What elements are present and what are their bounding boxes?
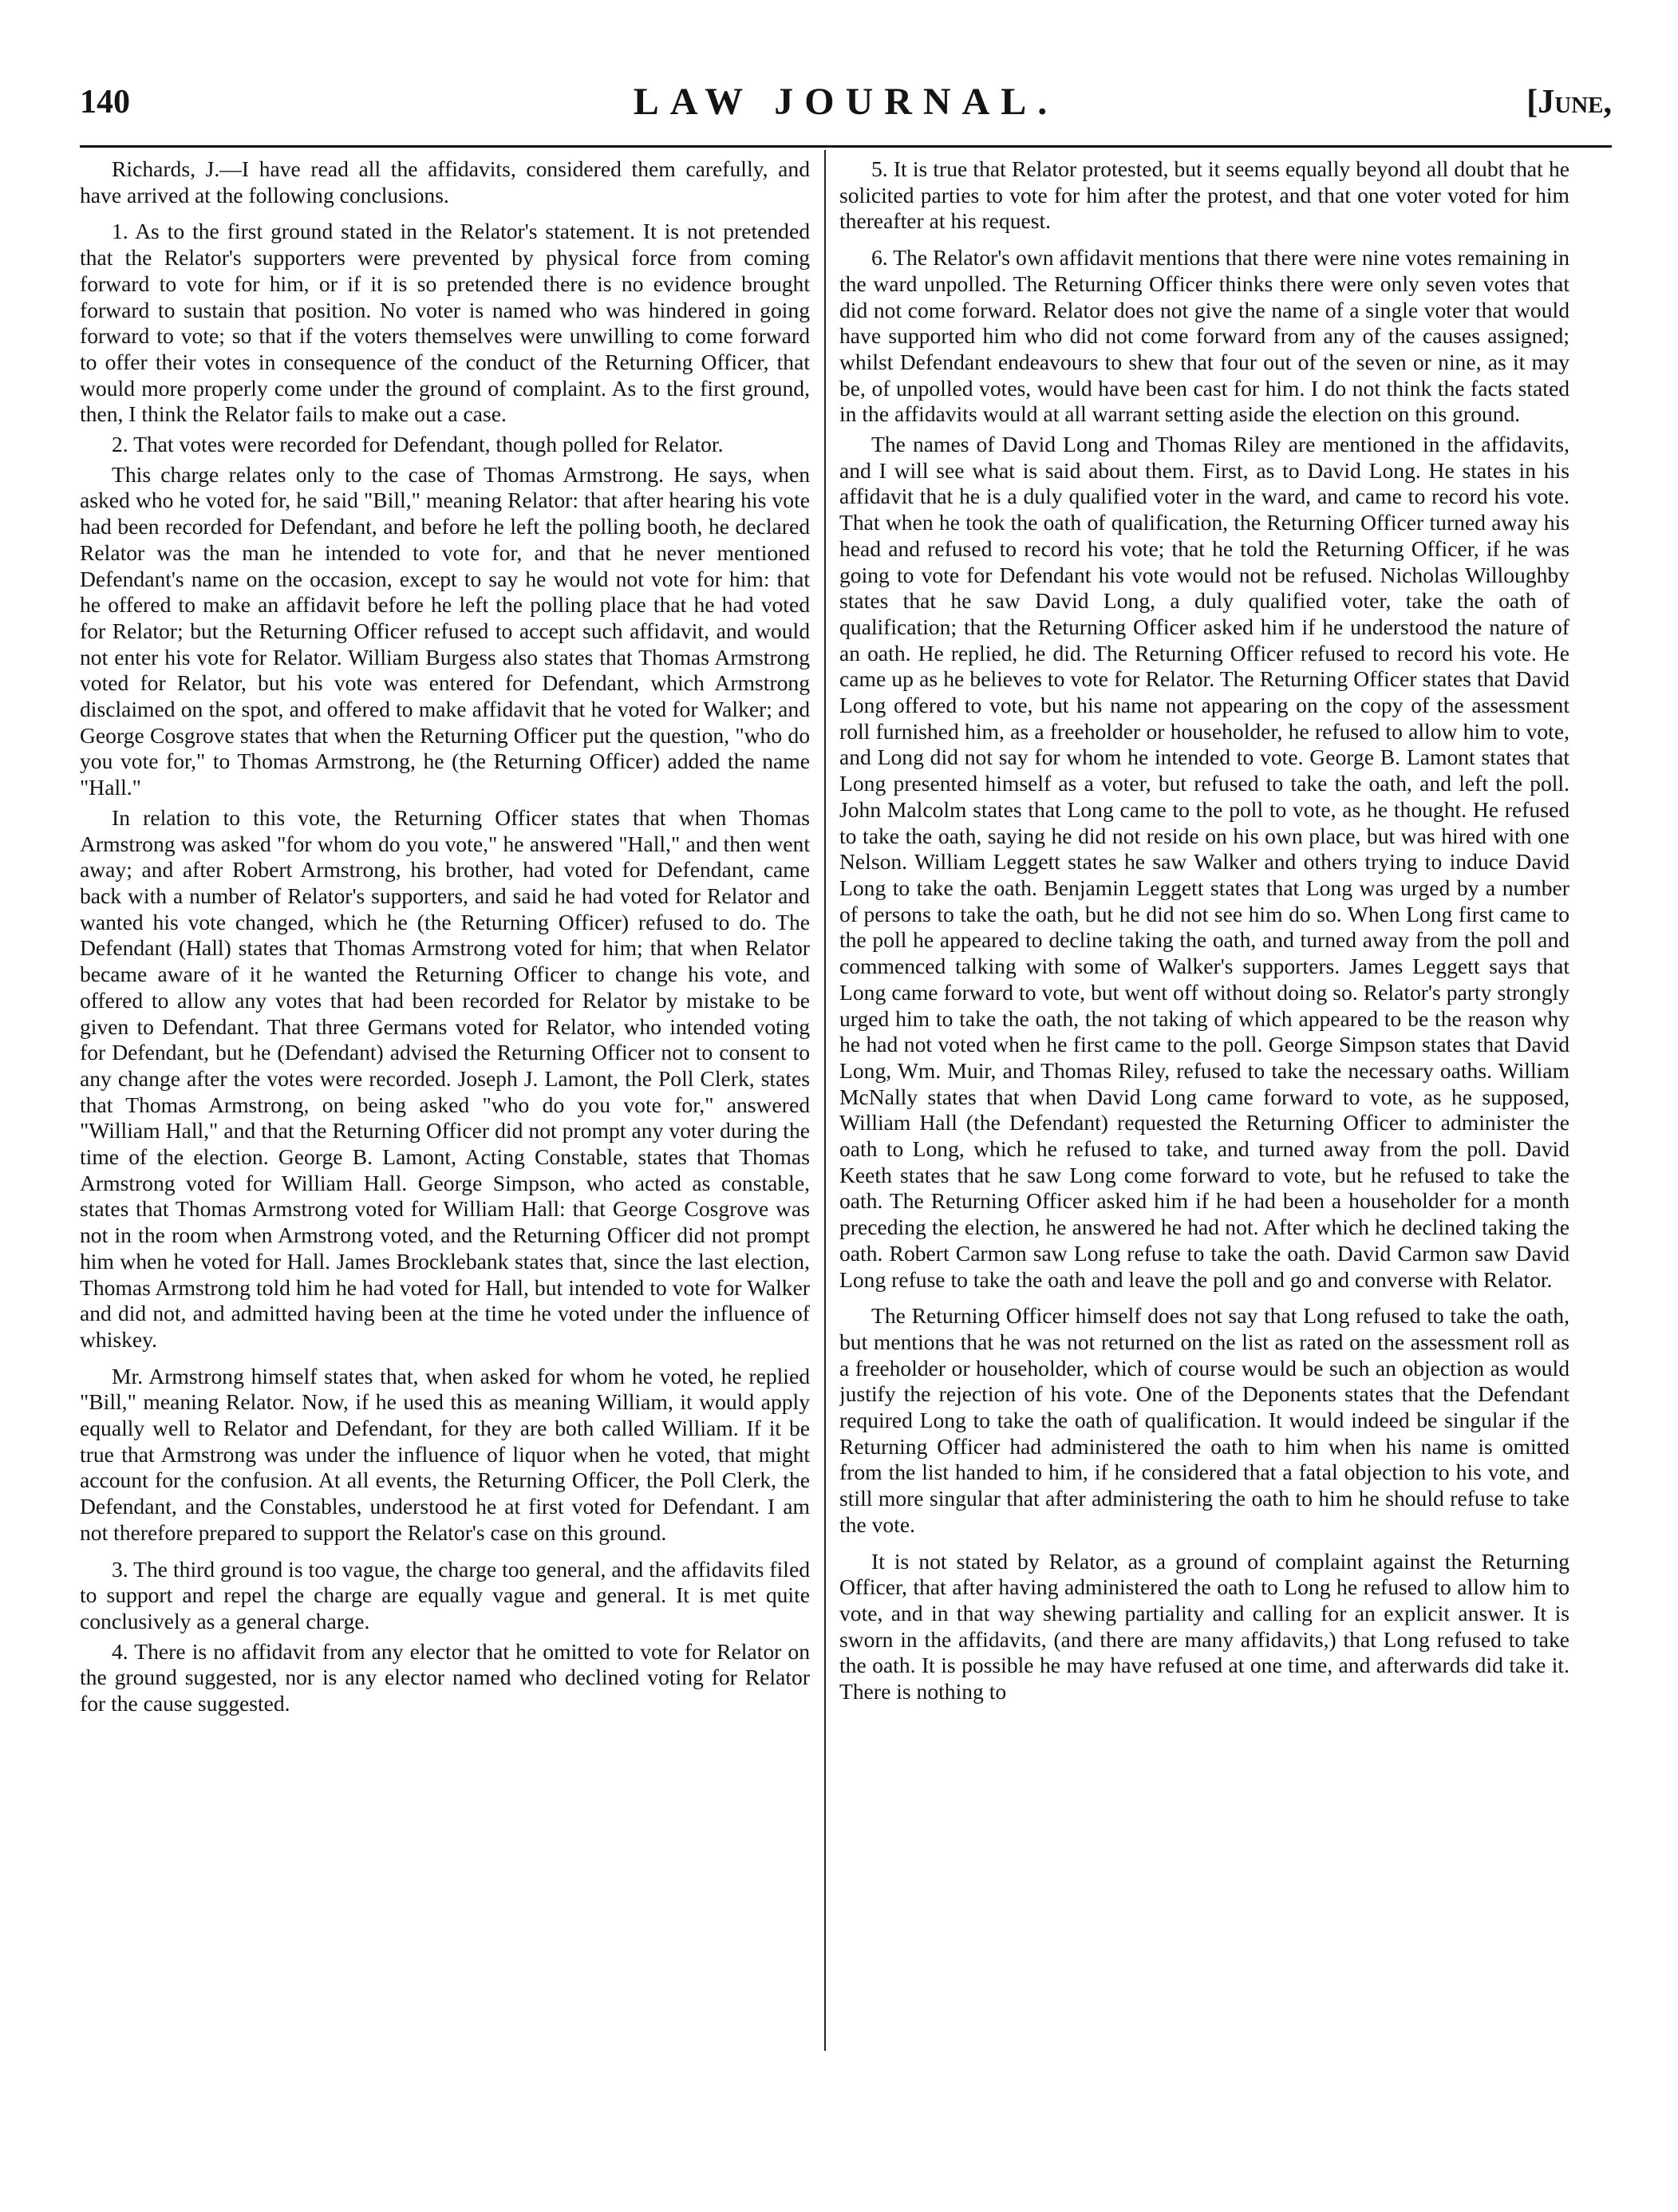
paragraph: The Returning Officer himself does not say that Long refused to take the oath, but mentions that he was not returned on the list as rated on the assessment roll as a freeholder or householder, which of course would be such an objection as would justify the rejection of his vote. One of the Deponents states that the Defendant required Long to take the oath of qualification. It would indeed be singular if the Returning Officer had administered the oath to him when his name is omitted from the list handed to him, if he considered that a fatal objection to his vote, and still more singular that after administering the oath to him he should refuse to take the vote. — [839, 1303, 1569, 1537]
page-header — [80, 80, 1612, 136]
right-column — [839, 156, 1569, 2056]
paragraph: This charge relates only to the case of Thomas Armstrong. He says, when asked who he voted for, he said "Bill," meaning Relator: that after hearing his vote had been recorded for Defendant, and before he left the polling booth, he declared Relator was the man he intended to vote for, and that he never mentioned Defendant's name on the occasion, except to say he would not vote for him: that he offered to make an affidavit before he left the polling place that he had voted for Relator; but the Returning Officer refused to accept such affidavit, and would not enter his vote for Relator. William Burgess also states that Thomas Armstrong voted for Relator, but his vote was entered for Defendant, which Armstrong disclaimed on the spot, and offered to make affidavit that he voted for Walker; and George Cosgrove states that when the Returning Officer put the question, "who do you vote for," to Thomas Armstrong, he (the Returning Officer) added the name "Hall." — [80, 461, 810, 800]
header-date: [June, — [1526, 84, 1612, 120]
paragraph: 3. The third ground is too vague, the charge too general, and the affidavits filed to support and repel the charge are equally vague and general. It is met quite conclusively as a general charge. — [80, 1556, 810, 1633]
paragraph: The names of David Long and Thomas Riley are mentioned in the affidavits, and I will see what is said about them. First, as to David Long. He states in his affidavit that he is a duly qualified voter in the ward, and came to record his vote. That when he took the oath of qualification, the Returning Officer turned away his head and refused to record his vote; that he told the Returning Officer, if he was going to vote for Defendant his vote would not be refused. Nicholas Willoughby states that he saw David Long, a duly qualified voter, take the oath of qualification; that the Returning Officer asked him if he understood the nature of an oath. He replied, he did. The Returning Officer refused to record his vote. He came up as he believes to vote for Relator. The Returning Officer states that David Long offered to vote, but his name not appearing on the copy of the assessment roll furnished him, as a freeholder or householder, he refused to allow him to vote, and Long did not say for whom he intended to vote. George B. Lamont states that Long presented himself as a voter, but refused to take the oath, and left the poll. John Malcolm states that Long came to the poll to vote, as he thought. He refused to take the oath, saying he did not reside on his own place, but was hired with one Nelson. William Leggett states he saw Walker and others trying to induce David Long to take the oath. Benjamin Leggett states that Long was urged by a number of persons to take the oath, but he did not see him do so. When Long first came to the poll he appeared to decline taking the oath, and turned away from the poll and commenced talking with some of Walker's supporters. James Leggett says that Long came forward to vote, but went off without doing so. Relator's party strongly urged him to take the oath, the not taking of which appeared to be the reason why he had not voted when he first came to the poll. George Simpson states that David Long, Wm. Muir, and Thomas Riley, refused to take the necessary oaths. William McNally states that when David Long came forward to vote, as he supposed, William Hall (the Defendant) requested the Returning Officer to administer the oath to Long, which he refused to take, and turned away from the poll. David Keeth states that he saw Long come forward to vote, but he refused to take the oath. The Returning Officer asked him if he had been a householder for a month preceding the election, he answered he had not. After which he declined taking the oath. Robert Carmon saw Long refuse to take the oath. David Carmon saw David Long refuse to take the oath and leave the poll and go and converse with Relator. — [839, 432, 1569, 1292]
paragraph: 2. That votes were recorded for Defendant, though polled for Relator. — [112, 432, 724, 457]
running-title: LAW JOURNAL. — [633, 81, 1059, 123]
paragraph: Mr. Armstrong himself states that, when asked for whom he voted, he replied "Bill," meaning Relator. Now, if he used this as meaning William, it would apply equally well to Relator and Defendant, for they are both called William. If it be true that Armstrong was under the influence of liquor when he voted, that might account for the confusion. At all events, the Returning Officer, the Poll Clerk, the Defendant, and the Constables, understood he at first voted for Defendant. I am not therefore prepared to support the Relator's case on this ground. — [80, 1363, 810, 1545]
column-divider — [824, 150, 826, 2051]
page-number: 140 — [80, 84, 130, 120]
paragraph: Richards, J.—I have read all the affidavits, considered them carefully, and have arrived at the following conclusions. — [80, 156, 810, 207]
paragraph: 1. As to the first ground stated in the Relator's statement. It is not pretended that the Relator's supporters were prevented by physical force from coming forward to vote for him, or if it is so pretended there is no evidence brought forward to sustain that position. No voter is named who was hindered in going forward to vote; so that if the voters themselves were unwilling to come forward to offer their votes in consequence of the conduct of the Returning Officer, that would more properly come under the ground of complaint. As to the first ground, then, I think the Relator fails to make out a case. — [80, 219, 810, 427]
header-rule — [80, 145, 1612, 148]
paragraph: 6. The Relator's own affidavit mentions that there were nine votes remaining in the ward unpolled. The Returning Officer thinks there were only seven votes that did not come forward. Relator does not give the name of a single voter that would have supported him who did not come forward from any of the causes assigned; whilst Defendant endeavours to shew that four out of the seven or nine, as it may be, of unpolled votes, would have been cast for him. I do not think the facts stated in the affidavits would at all warrant setting aside the election on this ground. — [839, 245, 1569, 427]
left-column — [80, 156, 810, 2056]
paragraph: In relation to this vote, the Returning Officer states that when Thomas Armstrong was asked "for whom do you vote," he answered "Hall," and then went away; and after Robert Armstrong, his brother, had voted for Defendant, came back with a number of Relator's supporters, and said he had voted for Relator and wanted his vote changed, which he (the Returning Officer) refused to do. The Defendant (Hall) states that Thomas Armstrong voted for him; that when Relator became aware of it he wanted the Returning Officer to change his vote, and offered to allow any votes that had been recorded for Relator by mistake to be given to Defendant. That three Germans voted for Relator, who intended voting for Defendant, but he (Defendant) advised the Returning Officer not to consent to any change after the votes were recorded. Joseph J. Lamont, the Poll Clerk, states that Thomas Armstrong, on being asked "who do you vote for," answered "William Hall," and that the Returning Officer did not prompt any voter during the time of the election. George B. Lamont, Acting Constable, states that Thomas Armstrong voted for William Hall. George Simpson, who acted as constable, states that Thomas Armstrong voted for William Hall: that George Cosgrove was not in the room when Armstrong voted, and the Returning Officer did not prompt him when he voted for Hall. James Brocklebank states that, since the last election, Thomas Armstrong told him he had voted for Hall, but intended to vote for Walker and did not, and admitted having been at the time he voted under the influence of whiskey. — [80, 804, 810, 1352]
paragraph: 4. There is no affidavit from any elector that he omitted to vote for Relator on the ground suggested, nor is any elector named who declined voting for Relator for the cause suggested. — [80, 1638, 810, 1716]
paragraph: It is not stated by Relator, as a ground of complaint against the Returning Officer, that after having administered the oath to Long he refused to allow him to vote, and in that way shewing partiality and calling for an explicit answer. It is sworn in the affidavits, (and there are many affidavits,) that Long refused to take the oath. It is possible he may have refused at one time, and afterwards did take it. There is nothing to — [839, 1548, 1569, 1704]
paragraph: 5. It is true that Relator protested, but it seems equally beyond all doubt that he solicited parties to vote for him after the protest, and that one voter voted for him thereafter at his request. — [839, 156, 1569, 234]
